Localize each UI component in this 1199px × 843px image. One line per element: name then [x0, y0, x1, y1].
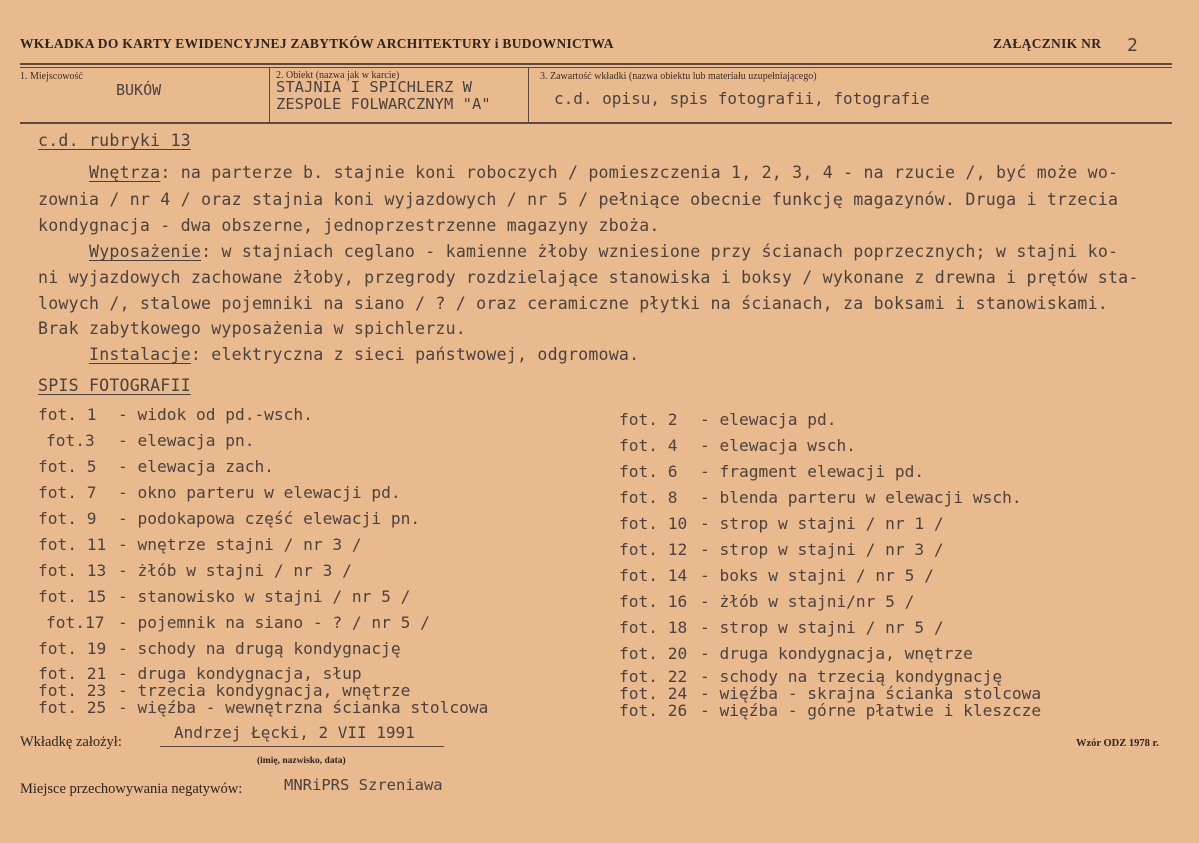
photo-id: fot. 9: [38, 509, 97, 528]
photo-id: fot. 22: [619, 667, 688, 686]
photo-id: fot.3: [46, 431, 95, 450]
top-rule: [20, 63, 1172, 65]
photo-description: - boks w stajni / nr 5 /: [700, 566, 934, 585]
photo-id: fot.17: [46, 613, 105, 632]
place-label: 1. Miejscowość: [20, 71, 83, 82]
photo-description: - druga kondygnacja, wnętrze: [700, 644, 973, 663]
content-label: 3. Zawartość wkładki (nazwa obiektu lub materiału uzupełniającego): [540, 71, 817, 82]
photo-description: - więźba - skrajna ścianka stolcowa: [700, 684, 1042, 703]
photo-description: - żłób w stajni / nr 3 /: [118, 561, 352, 580]
fields-bottom-rule: [20, 122, 1172, 124]
body-text: : na parterze b. stajnie koni roboczych / pomieszczenia 1, 2, 3, 4 - na rzucie /, być może wo-: [160, 163, 1119, 182]
body-line: [89, 242, 1118, 261]
photo-description: - pojemnik na siano - ? / nr 5 /: [118, 613, 430, 632]
photo-id: fot. 21: [38, 664, 107, 683]
photo-id: fot. 15: [38, 587, 107, 606]
photo-id: fot. 25: [38, 698, 107, 717]
photo-description: - fragment elewacji pd.: [700, 462, 925, 481]
body-line: ni wyjazdowych zachowane żłoby, przegrody rozdzielające stanowiska i boksy / wykonane z drewna i prętów sta-: [38, 268, 1139, 287]
attachment-label: ZAŁĄCZNIK NR: [993, 36, 1102, 51]
founder-caption: (imię, nazwisko, data): [257, 756, 346, 766]
photo-description: - wnętrze stajni / nr 3 /: [118, 535, 362, 554]
content-value: c.d. opisu, spis fotografii, fotografie: [554, 89, 930, 108]
photo-id: fot. 26: [619, 701, 688, 720]
photo-id: fot. 2: [619, 410, 678, 429]
photo-id: fot. 4: [619, 436, 678, 455]
photo-id: fot. 7: [38, 483, 97, 502]
photo-list-heading: SPIS FOTOGRAFII: [38, 376, 191, 395]
photo-id: fot. 19: [38, 639, 107, 658]
field-divider-1: [269, 67, 270, 123]
object-value-line-1: STAJNIA I SPICHLERZ W: [276, 78, 472, 96]
lead-term: Wyposażenie: [89, 242, 202, 261]
photo-description: - żłób w stajni/nr 5 /: [700, 592, 915, 611]
field-divider-2: [528, 67, 529, 123]
photo-description: - trzecia kondygnacja, wnętrze: [118, 681, 411, 700]
photo-id: fot. 13: [38, 561, 107, 580]
body-line: kondygnacja - dwa obszerne, jednoprzestrzenne magazyny zboża.: [38, 216, 660, 235]
photo-id: fot. 24: [619, 684, 688, 703]
object-value-line-2: ZESPOLE FOLWARCZNYM "A": [276, 95, 491, 113]
photo-id: fot. 14: [619, 566, 688, 585]
form-model-label: Wzór ODZ 1978 r.: [1076, 738, 1159, 749]
photo-description: - więźba - górne płatwie i kleszcze: [700, 701, 1042, 720]
body-line: zownia / nr 4 / oraz stajnia koni wyjazdowych / nr 5 / pełniące obecnie funkcję magazynów. Druga i trzecia: [38, 190, 1119, 209]
body-text: : elektryczna z sieci państwowej, odgromowa.: [190, 345, 640, 364]
place-value: BUKÓW: [116, 81, 162, 99]
founder-value: Andrzej Łęcki, 2 VII 1991: [174, 723, 415, 742]
photo-description: - elewacja pn.: [118, 431, 255, 450]
founder-signature-line: [160, 745, 444, 747]
photo-id: fot. 8: [619, 488, 678, 507]
founder-label: Wkładkę założył:: [20, 734, 122, 750]
photo-id: fot. 5: [38, 457, 97, 476]
photo-id: fot. 11: [38, 535, 107, 554]
photo-description: - podokapowa część elewacji pn.: [118, 509, 421, 528]
photo-description: - elewacja pd.: [700, 410, 837, 429]
negatives-label: Miejsce przechowywania negatywów:: [20, 781, 243, 797]
photo-id: fot. 1: [38, 405, 97, 424]
photo-description: - strop w stajni / nr 5 /: [700, 618, 944, 637]
photo-id: fot. 18: [619, 618, 688, 637]
photo-id: fot. 12: [619, 540, 688, 559]
photo-description: - schody na drugą kondygnację: [118, 639, 401, 658]
photo-description: - stanowisko w stajni / nr 5 /: [118, 587, 411, 606]
photo-description: - schody na trzecią kondygnację: [700, 667, 1003, 686]
object-label: 2. Obiekt (nazwa jak w karcie): [276, 70, 400, 81]
attachment-number: 2: [1127, 35, 1138, 56]
photo-description: - widok od pd.-wsch.: [118, 405, 313, 424]
photo-id: fot. 10: [619, 514, 688, 533]
body-line: [89, 345, 639, 364]
section-heading: c.d. rubryki 13: [38, 131, 191, 150]
photo-description: - blenda parteru w elewacji wsch.: [700, 488, 1022, 507]
photo-description: - strop w stajni / nr 1 /: [700, 514, 944, 533]
photo-description: - elewacja zach.: [118, 457, 274, 476]
photo-description: - okno parteru w elewacji pd.: [118, 483, 401, 502]
photo-id: fot. 20: [619, 644, 688, 663]
lead-term: Instalacje: [89, 345, 191, 364]
photo-description: - strop w stajni / nr 3 /: [700, 540, 944, 559]
body-line: [89, 163, 1118, 182]
body-line: lowych /, stalowe pojemniki na siano / ? / oraz ceramiczne płytki na ścianach, za boksami i stanowiskami.: [38, 294, 1108, 313]
negatives-value: MNRiPRS Szreniawa: [284, 776, 443, 794]
photo-description: - druga kondygnacja, słup: [118, 664, 362, 683]
photo-id: fot. 23: [38, 681, 107, 700]
photo-id: fot. 16: [619, 592, 688, 611]
photo-id: fot. 6: [619, 462, 678, 481]
photo-description: - elewacja wsch.: [700, 436, 856, 455]
form-title: WKŁADKA DO KARTY EWIDENCYJNEJ ZABYTKÓW ARCHITEKTURY i BUDOWNICTWA: [20, 36, 614, 51]
body-text: : w stajniach ceglano - kamienne żłoby wzniesione przy ścianach poprzecznych; w stajni ko-: [201, 242, 1119, 261]
body-line: Brak zabytkowego wyposażenia w spichlerzu.: [38, 319, 466, 338]
top-rule-thin: [20, 67, 1172, 68]
photo-description: - więźba - wewnętrzna ścianka stolcowa: [118, 698, 489, 717]
lead-term: Wnętrza: [89, 163, 161, 182]
